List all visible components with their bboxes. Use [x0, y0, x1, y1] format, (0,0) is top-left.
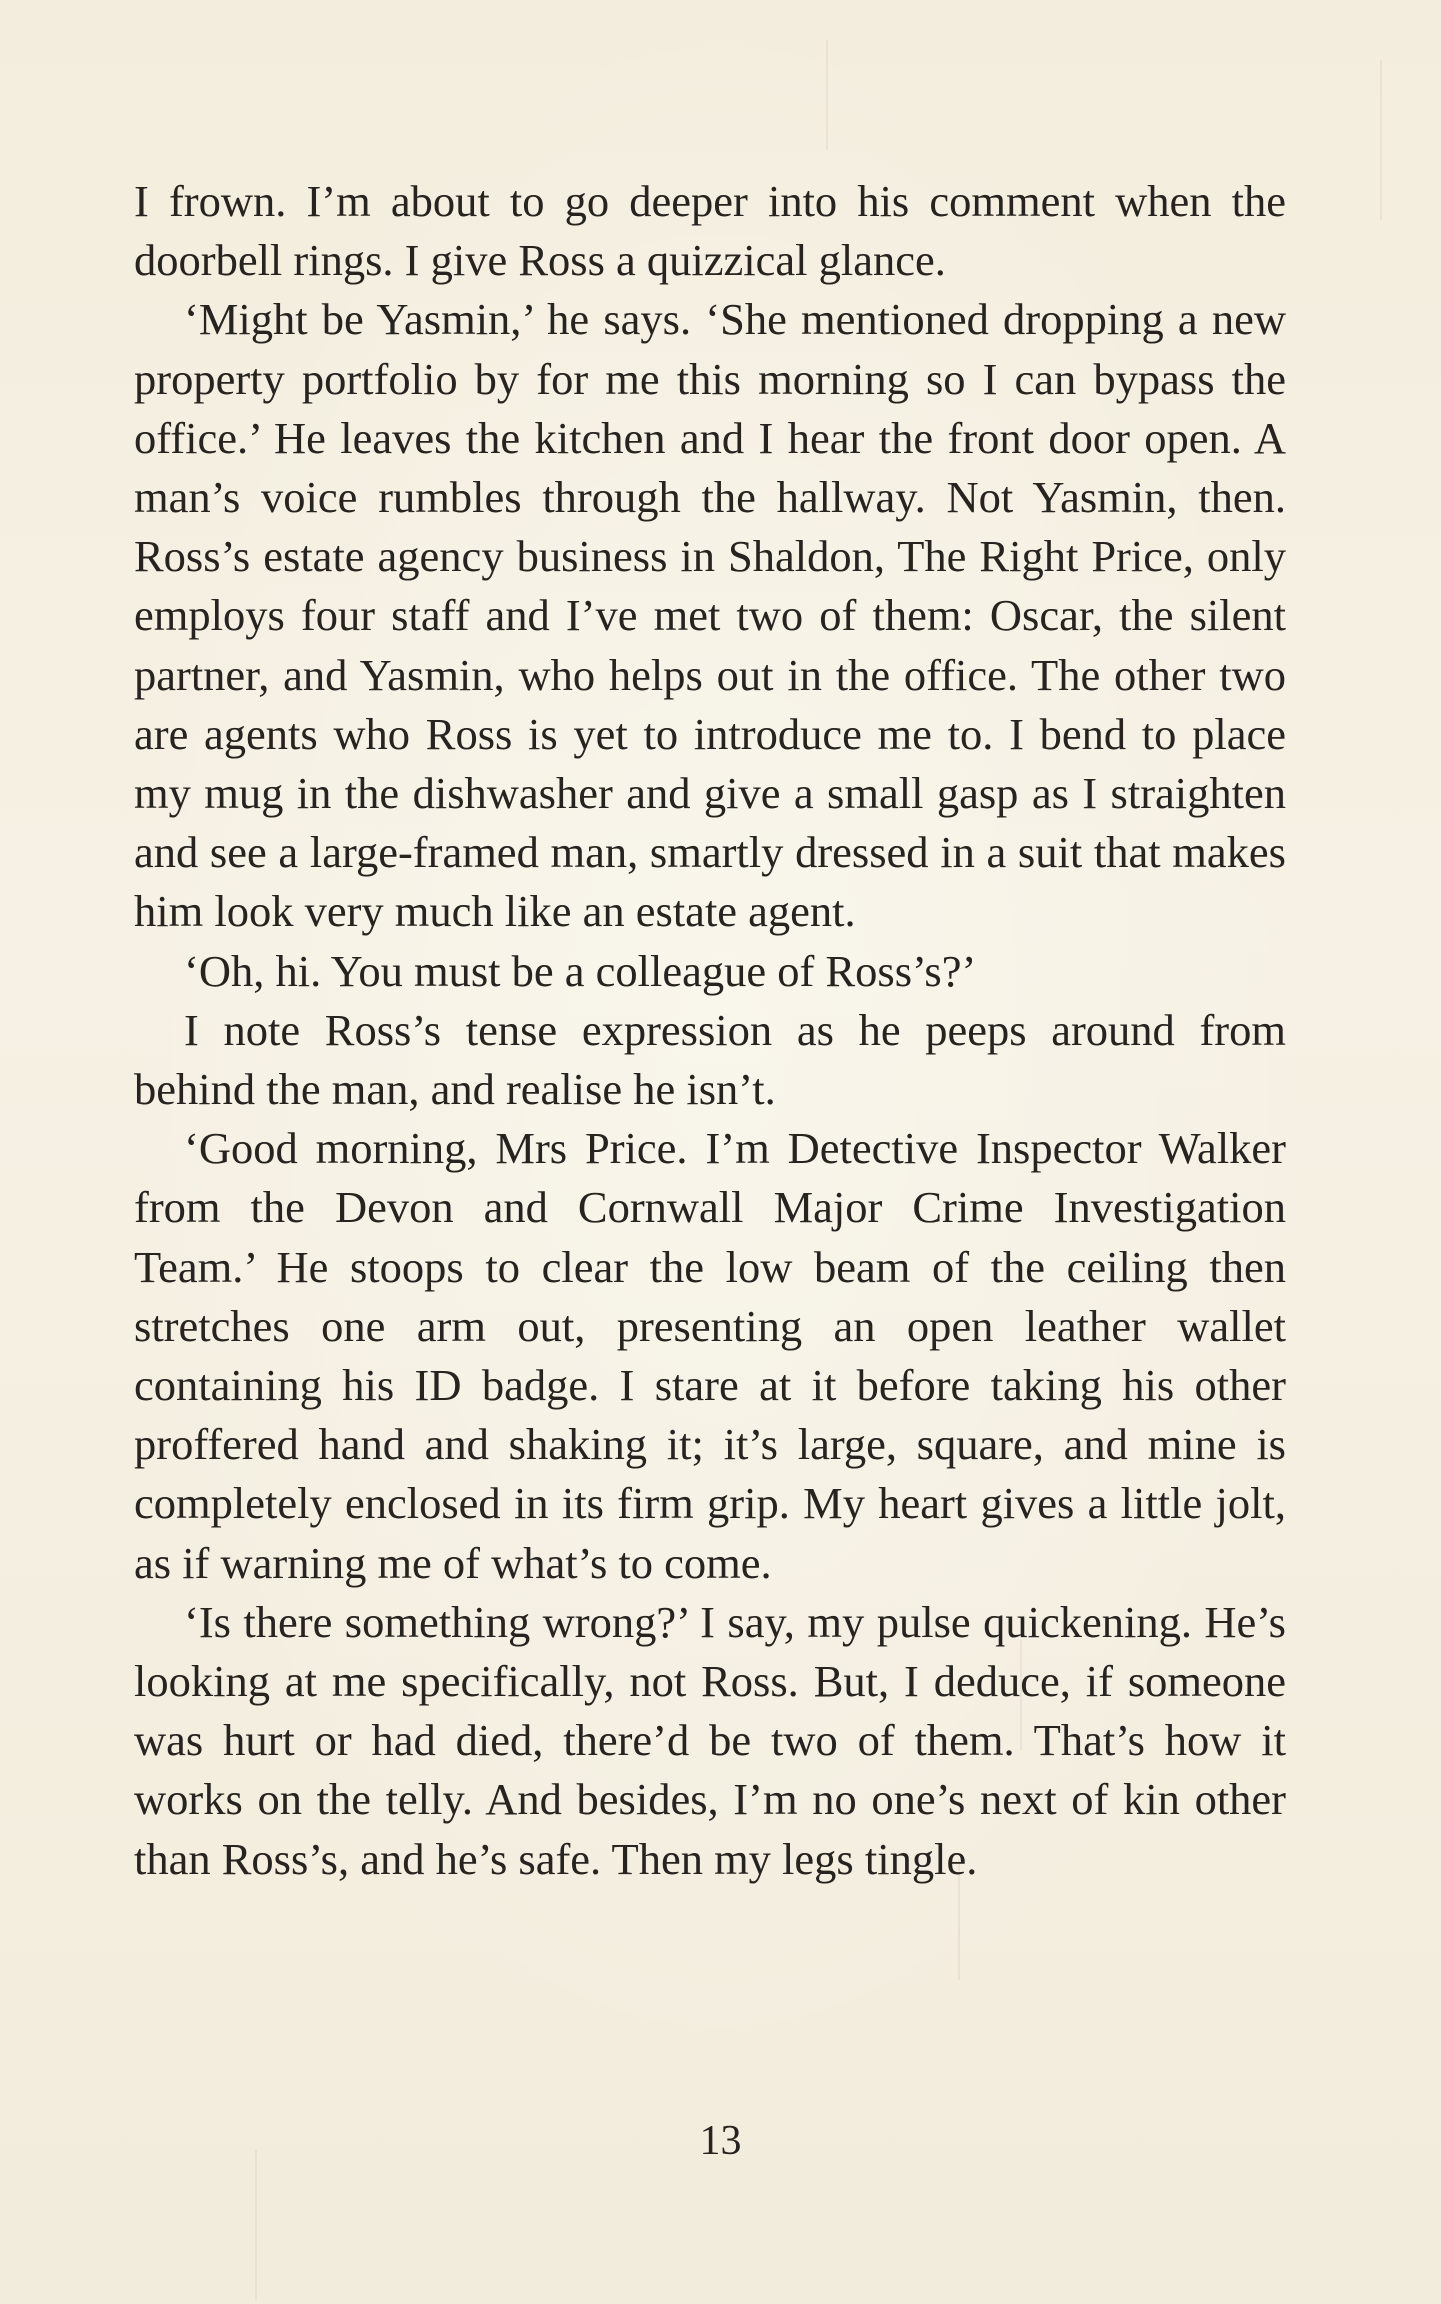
- page-number: 13: [699, 2118, 742, 2164]
- paragraph: ‘Good morning, Mrs Price. I’m Detective Inspector Walker from the Devon and Cornwall Major Crime Investigation Team.’ He stoops to clear the low beam of the ceiling then stretches one arm out, presenting an open leather wallet containing his ID badge. I stare at it before taking his other proffered hand and shaking it; it’s large, square, and mine is completely enclosed in its firm grip. My heart gives a little jolt, as if warning me of what’s to come.: [134, 1123, 1286, 1588]
- paragraph: ‘Is there something wrong?’ I say, my pulse quickening. He’s looking at me specifically, not Ross. But, I deduce, if someone was hurt or had died, there’d be two of them. That’s how it works on the telly. And besides, I’m no one’s next of kin other than Ross’s, and he’s safe. Then my legs tingle.: [134, 1596, 1286, 1884]
- paragraph: I note Ross’s tense expression as he peeps around from behind the man, and realise he isn’t.: [134, 1004, 1286, 1115]
- paragraph: ‘Oh, hi. You must be a colleague of Ross’s?’: [184, 945, 977, 996]
- paragraph: I frown. I’m about to go deeper into his comment when the doorbell rings. I give Ross a quizzical glance.: [134, 176, 1286, 286]
- show-through-mark: [255, 2150, 257, 2300]
- paragraph: ‘Might be Yasmin,’ he says. ‘She mentioned dropping a new property portfolio by for me this morning so I can bypass the office.’ He leaves the kitchen and I hear the front door open. A man’s voice rumbles through the hallway. Not Yasmin, then. Ross’s estate agency business in Shaldon, The Right Price, only employs four staff and I’ve met two of them: Oscar, the silent partner, and Yasmin, who helps out in the office. The other two are agents who Ross is yet to introduce me to. I bend to place my mug in the dishwasher and give a small gasp as I straighten and see a large-framed man, smartly dressed in a suit that makes him look very much like an estate agent.: [134, 294, 1286, 937]
- body-text: [134, 172, 1286, 1889]
- show-through-mark: [1380, 60, 1382, 220]
- show-through-mark: [826, 40, 828, 150]
